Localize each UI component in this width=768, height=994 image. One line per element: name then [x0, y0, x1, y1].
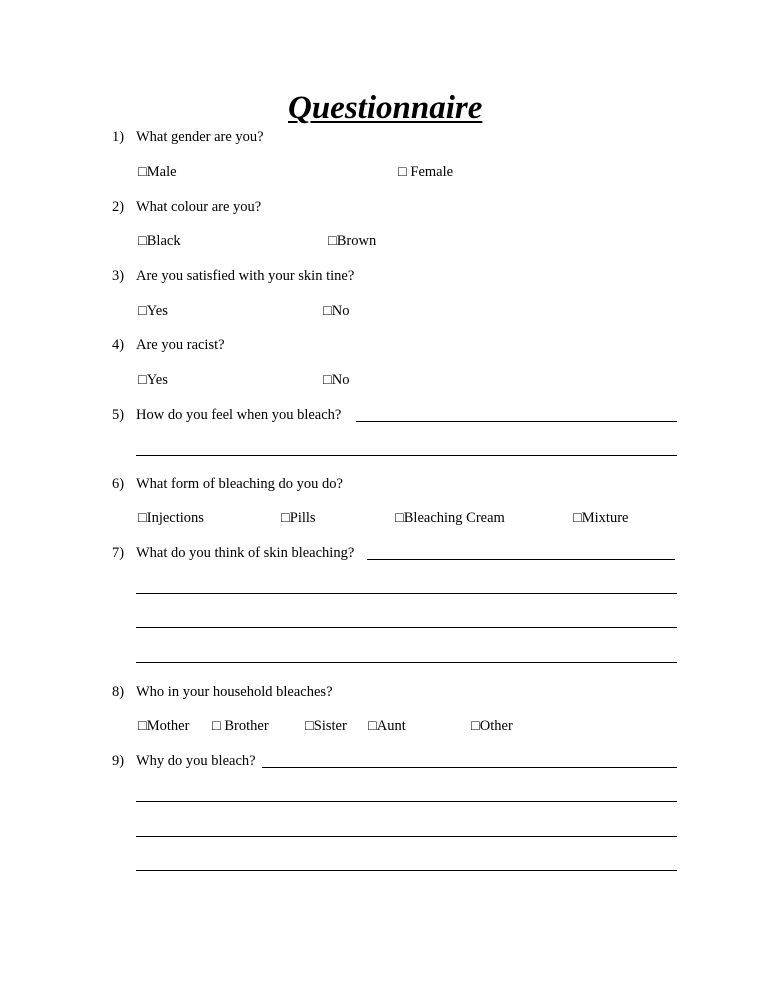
question-skin-tone: Are you satisfied with your skin tine? [136, 268, 355, 284]
option-female[interactable]: □ Female [398, 164, 454, 180]
question-number: 3) [112, 268, 125, 284]
option-mixture[interactable]: □Mixture [573, 510, 629, 526]
option-injections[interactable]: □Injections [138, 510, 204, 526]
answer-line[interactable] [367, 559, 675, 560]
question-feel-bleach: How do you feel when you bleach? [136, 407, 342, 423]
answer-line[interactable] [136, 870, 677, 871]
option-pills[interactable]: □Pills [281, 510, 316, 526]
question-racist: Are you racist? [136, 337, 225, 353]
question-number: 1) [112, 129, 125, 145]
option-male[interactable]: □Male [138, 164, 177, 180]
option-yes[interactable]: □Yes [138, 303, 168, 319]
question-household: Who in your household bleaches? [136, 684, 333, 700]
answer-line[interactable] [136, 801, 677, 802]
question-number: 8) [112, 684, 125, 700]
question-number: 5) [112, 407, 125, 423]
option-bleaching-cream[interactable]: □Bleaching Cream [395, 510, 505, 526]
question-number: 6) [112, 476, 125, 492]
question-think-bleaching: What do you think of skin bleaching? [136, 545, 355, 561]
option-black[interactable]: □Black [138, 233, 181, 249]
option-brown[interactable]: □Brown [328, 233, 377, 249]
answer-line[interactable] [356, 421, 677, 422]
question-number: 7) [112, 545, 125, 561]
question-number: 4) [112, 337, 125, 353]
question-bleaching-form: What form of bleaching do you do? [136, 476, 343, 492]
option-no[interactable]: □No [323, 372, 350, 388]
answer-line[interactable] [136, 836, 677, 837]
option-other[interactable]: □Other [471, 718, 513, 734]
question-why-bleach: Why do you bleach? [136, 753, 256, 769]
option-yes[interactable]: □Yes [138, 372, 168, 388]
option-mother[interactable]: □Mother [138, 718, 190, 734]
option-aunt[interactable]: □Aunt [368, 718, 406, 734]
answer-line[interactable] [136, 455, 677, 456]
answer-line[interactable] [136, 593, 677, 594]
page-title: Questionnaire [288, 90, 483, 126]
question-colour: What colour are you? [136, 199, 262, 215]
answer-line[interactable] [136, 662, 677, 663]
question-gender: What gender are you? [136, 129, 264, 145]
question-number: 9) [112, 753, 125, 769]
question-number: 2) [112, 199, 125, 215]
answer-line[interactable] [136, 627, 677, 628]
option-sister[interactable]: □Sister [305, 718, 347, 734]
option-no[interactable]: □No [323, 303, 350, 319]
option-brother[interactable]: □ Brother [212, 718, 269, 734]
answer-line[interactable] [262, 767, 677, 768]
